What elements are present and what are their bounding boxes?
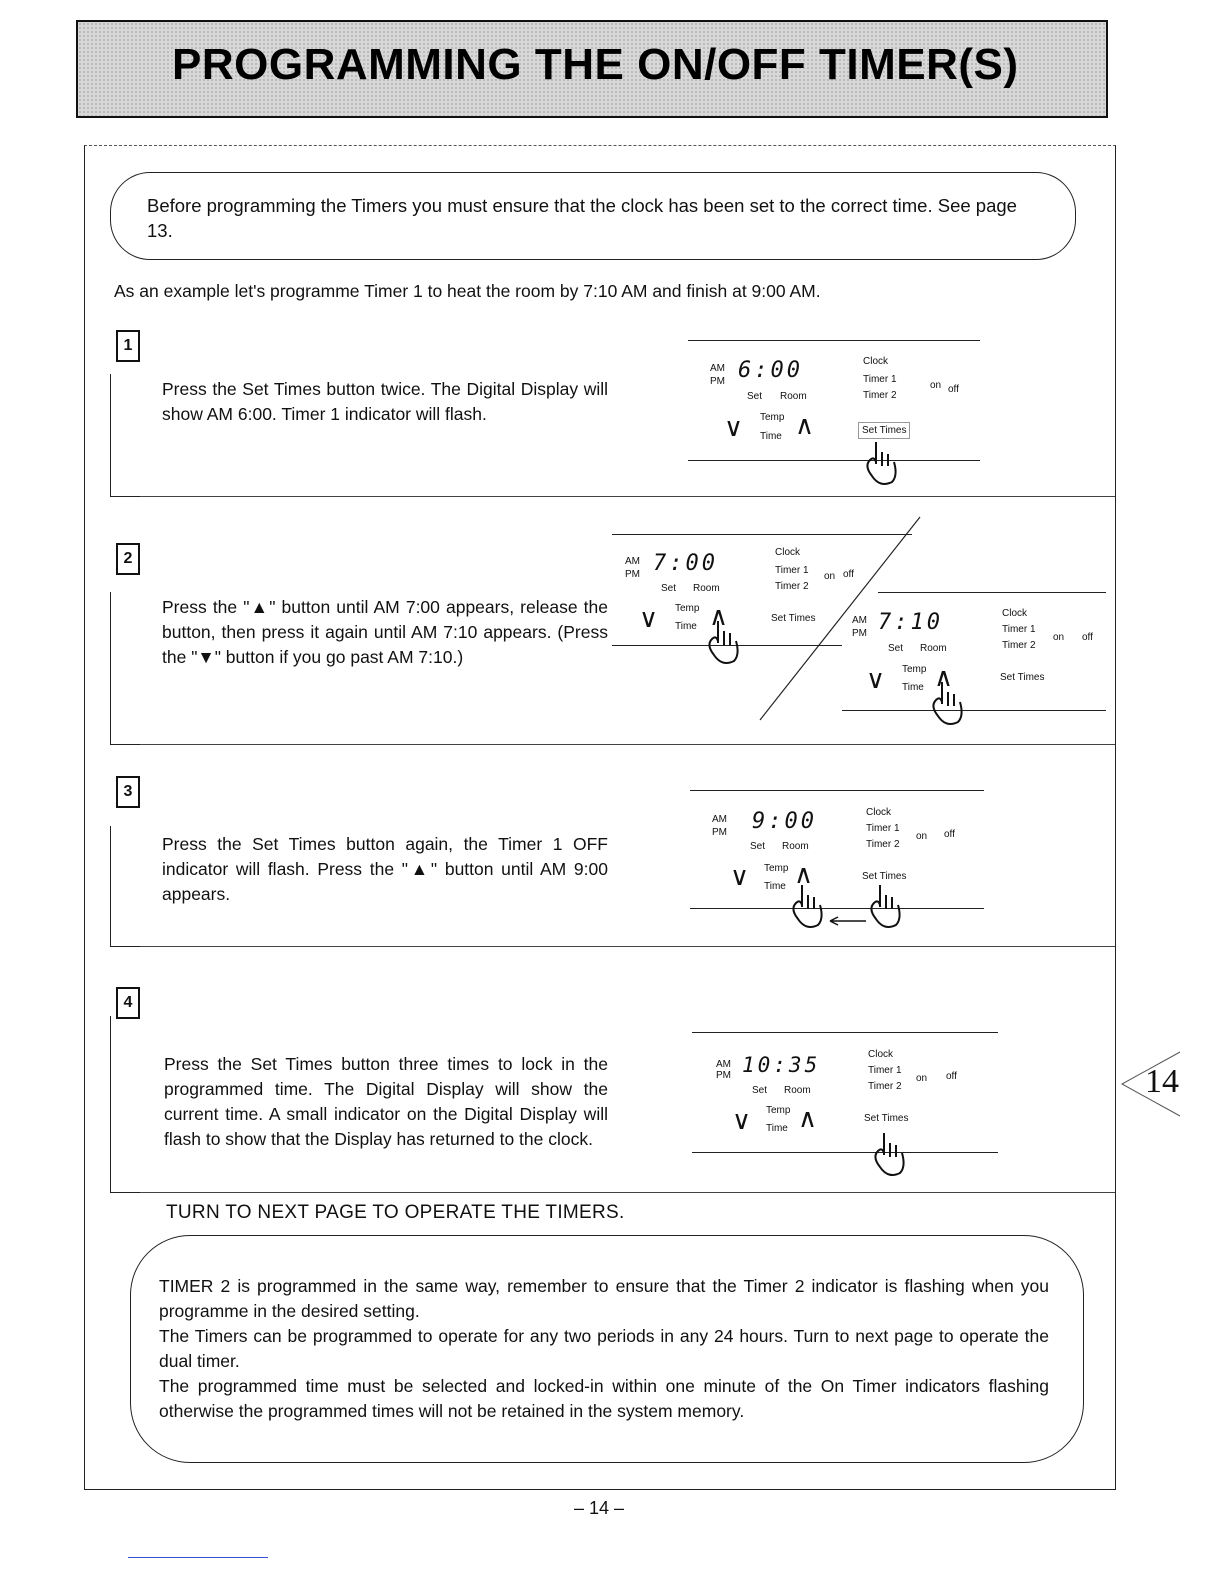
step-separator bbox=[140, 744, 1115, 745]
on-label: on bbox=[916, 1073, 928, 1084]
off-label: off bbox=[1082, 632, 1093, 643]
page-number: – 14 – bbox=[574, 1498, 625, 1518]
time-label: Time bbox=[675, 621, 697, 632]
timer1-label: Timer 1 bbox=[868, 1065, 902, 1076]
prerequisite-note-text: Before programming the Timers you must ensure that the clock has been set to the correct time. See page 13. bbox=[147, 195, 1017, 241]
am-label: AM bbox=[852, 615, 867, 626]
set-label: Set bbox=[661, 583, 677, 594]
prerequisite-note bbox=[110, 172, 1076, 260]
digital-display: 10:35 bbox=[742, 1053, 821, 1077]
timer2-note bbox=[130, 1235, 1084, 1463]
room-label: Room bbox=[784, 1085, 811, 1096]
step-separator bbox=[140, 1192, 1115, 1193]
pm-label: PM bbox=[716, 1070, 731, 1081]
down-arrow-button[interactable]: ∨ bbox=[730, 861, 750, 891]
off-label: off bbox=[946, 1071, 957, 1082]
am-label: AM bbox=[712, 814, 727, 825]
up-arrow-button[interactable]: ∧ bbox=[934, 662, 954, 692]
temp-label: Temp bbox=[766, 1105, 791, 1116]
clock-label: Clock bbox=[868, 1049, 894, 1060]
step-2-number: 2 bbox=[116, 543, 140, 575]
step-3-number: 3 bbox=[116, 776, 140, 808]
up-arrow-button[interactable]: ∧ bbox=[798, 1103, 818, 1133]
down-arrow-button[interactable]: ∨ bbox=[866, 664, 886, 694]
step-4-text: Press the Set Times button three times to lock in the programmed time. The Digital Display will show the current time. A small indicator on the Digital Display will flash to show that the Display has returned to the clock. bbox=[164, 1054, 608, 1149]
timer2-note-para-1: TIMER 2 is programmed in the same way, remember to ensure that the Timer 2 indicator is flashing when you programme in the desired setting. bbox=[159, 1276, 1049, 1321]
step-separator bbox=[140, 496, 1115, 497]
set-times-button[interactable]: Set Times bbox=[862, 871, 907, 882]
step-3-text: Press the Set Times button again, the Timer 1 OFF indicator will flash. Press the "▲" button until AM 9:00 appears. bbox=[162, 834, 608, 904]
time-label: Time bbox=[766, 1123, 788, 1134]
bottom-rule bbox=[128, 1557, 268, 1558]
timer1-label: Timer 1 bbox=[775, 565, 809, 576]
on-label: on bbox=[824, 571, 836, 582]
pointing-hand-icon bbox=[924, 678, 968, 734]
timer2-label: Timer 2 bbox=[863, 390, 897, 401]
pm-label: PM bbox=[852, 628, 867, 639]
panel-rule bbox=[878, 592, 1106, 593]
up-arrow-button[interactable]: ∧ bbox=[794, 859, 814, 889]
control-panel-step-3 bbox=[712, 803, 992, 943]
temp-label: Temp bbox=[902, 664, 927, 675]
intro-text: As an example let's programme Timer 1 to heat the room by 7:10 AM and finish at 9:00 AM. bbox=[114, 281, 821, 301]
next-page-instruction: TURN TO NEXT PAGE TO OPERATE THE TIMERS. bbox=[166, 1202, 625, 1223]
set-times-button[interactable]: Set Times bbox=[771, 613, 816, 624]
pm-label: PM bbox=[710, 376, 725, 387]
control-panel-step-4 bbox=[716, 1045, 996, 1185]
pointing-hand-icon bbox=[858, 438, 902, 494]
step-4-number: 4 bbox=[116, 987, 140, 1019]
timer2-label: Timer 2 bbox=[775, 581, 809, 592]
room-label: Room bbox=[920, 643, 947, 654]
timer1-label: Timer 1 bbox=[866, 823, 900, 834]
time-label: Time bbox=[902, 682, 924, 693]
am-label: AM bbox=[716, 1059, 731, 1070]
am-label: AM bbox=[710, 363, 725, 374]
digital-display: 9:00 bbox=[752, 809, 817, 834]
clock-label: Clock bbox=[863, 356, 889, 367]
timer2-label: Timer 2 bbox=[866, 839, 900, 850]
up-arrow-button[interactable]: ∧ bbox=[795, 410, 815, 440]
timer1-label: Timer 1 bbox=[1002, 624, 1036, 635]
pointing-hand-icon bbox=[784, 881, 828, 937]
set-label: Set bbox=[750, 841, 766, 852]
side-page-number: 14 bbox=[1145, 1063, 1179, 1100]
pm-label: PM bbox=[625, 569, 640, 580]
timer2-label: Timer 2 bbox=[868, 1081, 902, 1092]
clock-label: Clock bbox=[866, 807, 892, 818]
step-2-text: Press the "▲" button until AM 7:00 appears, release the button, then press it again until AM 7:10 appears. (Press the "▼" button if you go past AM 7:10.) bbox=[162, 597, 608, 667]
step-1-text: Press the Set Times button twice. The Digital Display will show AM 6:00. Timer 1 indicator will flash. bbox=[162, 379, 608, 424]
temp-label: Temp bbox=[760, 412, 785, 423]
up-arrow-button[interactable]: ∧ bbox=[709, 601, 729, 631]
timer2-note-para-3: The programmed time must be selected and locked-in within one minute of the On Timer indicators flashing otherwise the programmed times will not be retained in the system memory. bbox=[159, 1376, 1049, 1421]
pointing-hand-icon bbox=[700, 617, 744, 673]
pointing-hand-icon bbox=[862, 881, 906, 937]
am-label: AM bbox=[625, 556, 640, 567]
control-panel-step-1 bbox=[710, 352, 990, 492]
room-label: Room bbox=[780, 391, 807, 402]
set-label: Set bbox=[752, 1085, 768, 1096]
time-label: Time bbox=[764, 881, 786, 892]
on-label: on bbox=[1053, 632, 1065, 643]
control-panel-step-2b bbox=[852, 604, 1112, 744]
digital-display: 6:00 bbox=[738, 358, 803, 383]
time-label: Time bbox=[760, 431, 782, 442]
timer2-note-para-2: The Timers can be programmed to operate for any two periods in any 24 hours. Turn to next page to operate the dual timer. bbox=[159, 1326, 1049, 1371]
off-label: off bbox=[948, 384, 959, 395]
set-label: Set bbox=[888, 643, 904, 654]
pointing-hand-icon bbox=[866, 1129, 910, 1185]
panel-rule bbox=[688, 340, 980, 341]
step-2-bracket bbox=[110, 592, 141, 745]
on-label: on bbox=[916, 831, 928, 842]
set-times-button[interactable]: Set Times bbox=[864, 1113, 909, 1124]
step-1-number: 1 bbox=[116, 330, 140, 362]
step-4-bracket bbox=[110, 1016, 141, 1193]
temp-label: Temp bbox=[675, 603, 700, 614]
timer2-label: Timer 2 bbox=[1002, 640, 1036, 651]
timer1-label: Timer 1 bbox=[863, 374, 897, 385]
digital-display: 7:00 bbox=[653, 551, 718, 576]
off-label: off bbox=[944, 829, 955, 840]
off-label: off bbox=[843, 569, 854, 580]
clock-label: Clock bbox=[775, 547, 801, 558]
set-label: Set bbox=[747, 391, 763, 402]
step-1-bracket bbox=[110, 374, 141, 497]
room-label: Room bbox=[782, 841, 809, 852]
room-label: Room bbox=[693, 583, 720, 594]
down-arrow-button[interactable]: ∨ bbox=[639, 603, 659, 633]
set-times-button[interactable]: Set Times bbox=[1000, 672, 1045, 683]
down-arrow-button[interactable]: ∨ bbox=[732, 1105, 752, 1135]
pm-label: PM bbox=[712, 827, 727, 838]
panel-rule bbox=[690, 790, 984, 791]
step-3-bracket bbox=[110, 826, 141, 947]
set-times-button[interactable]: Set Times bbox=[858, 422, 910, 439]
page-title: PROGRAMMING THE ON/OFF TIMER(S) bbox=[172, 40, 1019, 89]
clock-label: Clock bbox=[1002, 608, 1028, 619]
on-label: on bbox=[930, 380, 942, 391]
panel-rule bbox=[692, 1032, 998, 1033]
step-separator bbox=[140, 946, 1115, 947]
down-arrow-button[interactable]: ∨ bbox=[724, 412, 744, 442]
digital-display: 7:10 bbox=[878, 610, 943, 635]
title-banner bbox=[76, 20, 1108, 118]
temp-label: Temp bbox=[764, 863, 789, 874]
